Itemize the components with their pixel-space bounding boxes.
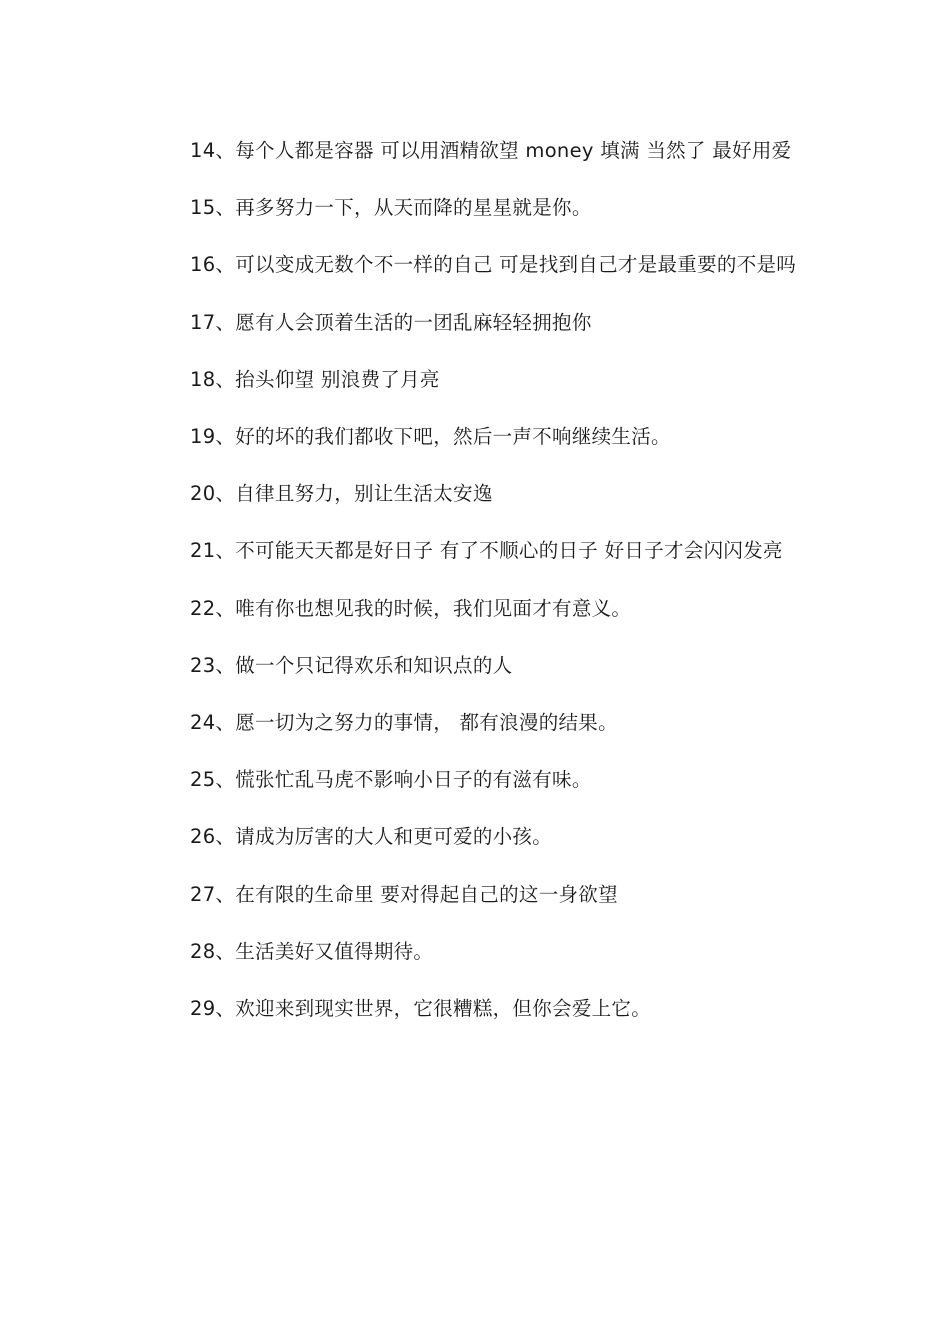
document-body	[145, 122, 807, 1037]
paragraph-27: 27、在有限的生命里 要对得起自己的这一身欲望	[190, 882, 618, 906]
paragraph-24: 24、愿一切为之努力的事情， 都有浪漫的结果。	[190, 711, 618, 735]
paragraph-21: 21、不可能天天都是好日子 有了不顺心的日子 好日子才会闪闪发亮	[190, 539, 783, 563]
paragraph-29: 29、欢迎来到现实世界，它很糟糕，但你会爱上它。	[190, 997, 652, 1021]
paragraph-15: 15、再多努力一下，从天而降的星星就是你。	[190, 196, 592, 220]
paragraph-16: 16、可以变成无数个不一样的自己 可是找到自己才是最重要的不是吗	[190, 253, 797, 277]
paragraph-18: 18、抬头仰望 别浪费了月亮	[190, 367, 440, 391]
paragraph-25: 25、慌张忙乱马虎不影响小日子的有滋有味。	[190, 768, 592, 792]
paragraph-19: 19、好的坏的我们都收下吧，然后一声不响继续生活。	[190, 425, 671, 449]
paragraph-14: 14、每个人都是容器 可以用酒精欲望 money 填满 当然了 最好用爱	[190, 139, 792, 162]
paragraph-22: 22、唯有你也想见我的时候，我们见面才有意义。	[190, 596, 632, 620]
paragraph-28: 28、生活美好又值得期待。	[190, 939, 434, 963]
paragraph-17: 17、愿有人会顶着生活的一团乱麻轻轻拥抱你	[190, 310, 592, 334]
paragraph-23: 23、做一个只记得欢乐和知识点的人	[190, 653, 513, 677]
paragraph-26: 26、请成为厉害的大人和更可爱的小孩。	[190, 825, 553, 849]
paragraph-20: 20、自律且努力，别让生活太安逸	[190, 482, 493, 506]
